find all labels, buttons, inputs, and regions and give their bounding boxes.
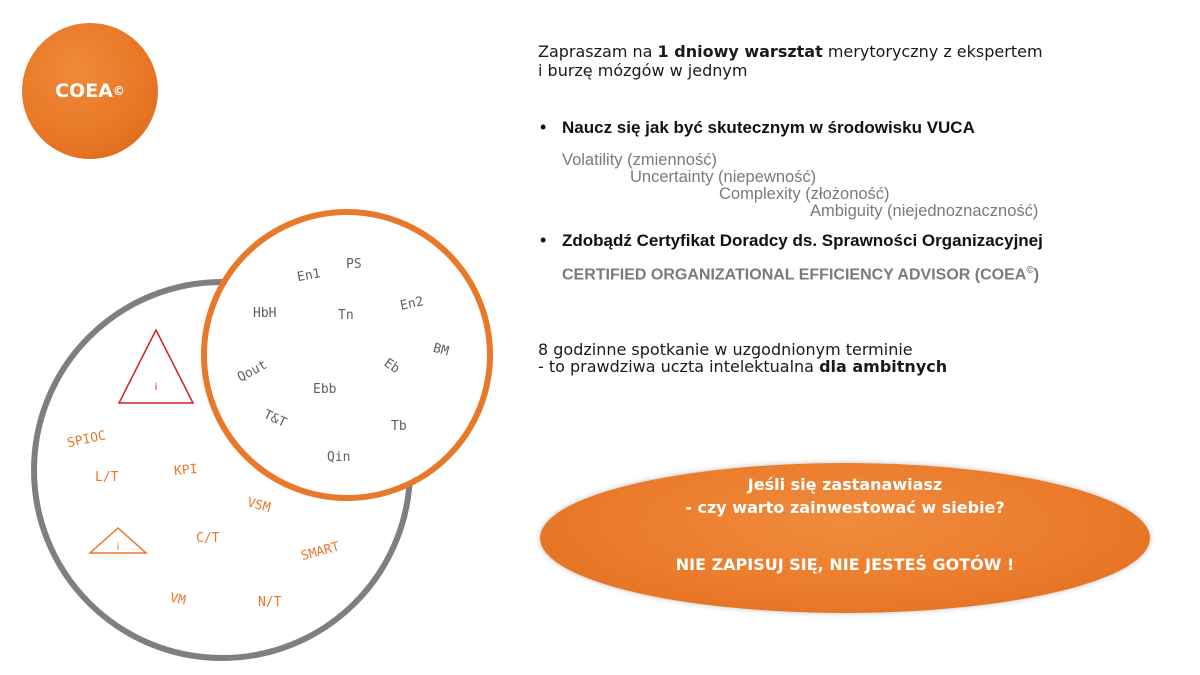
label-hbh: HbH <box>253 306 277 321</box>
label-qout: Qout <box>235 357 270 386</box>
label-qin: Qin <box>327 450 351 465</box>
coea-logo <box>22 23 158 159</box>
cta-line-2: - czy warto zainwestować w siebie? <box>685 498 1005 517</box>
cert-text: CERTIFIED ORGANIZATIONAL EFFICIENCY ADVISOR (COEA <box>562 266 1027 284</box>
cta-line-1: Jeśli się zastanawiasz <box>747 475 943 494</box>
label-tn: Tn <box>338 308 354 323</box>
label-bm: BM <box>431 340 451 360</box>
intro-line-2: i burzę mózgów w jednym <box>538 61 748 80</box>
vuca-uncertainty: Uncertainty (niepewność) <box>630 168 817 186</box>
cta-ellipse <box>540 463 1150 613</box>
intro-pre: Zapraszam na <box>538 42 658 61</box>
label-en2: En2 <box>398 294 425 314</box>
label-ct: C/T <box>196 531 220 546</box>
label-tb: Tb <box>391 419 407 434</box>
vuca-volatility: Volatility (zmienność) <box>562 151 717 169</box>
venn-diagram <box>0 200 520 675</box>
vuca-ambiguity: Ambiguity (niejednoznaczność) <box>810 202 1039 220</box>
label-eb: Eb <box>380 355 403 377</box>
label-vsm: VSM <box>245 495 273 516</box>
intro-bold: 1 dniowy warsztat <box>657 42 823 61</box>
label-ebb: Ebb <box>313 382 337 397</box>
label-tt: T&T <box>261 407 289 431</box>
bullet-dot-2: • <box>540 230 547 250</box>
red-triangle-label: i <box>154 382 158 393</box>
label-spioc: SPIOC <box>66 428 108 452</box>
cert-mark: © <box>1026 265 1034 276</box>
cta-line-3: NIE ZAPISUJ SIĘ, NIE JESTEŚ GOTÓW ! <box>675 555 1015 574</box>
meeting-line-1: 8 godzinne spotkanie w uzgodnionym terminie <box>538 340 913 359</box>
intro-line-1 <box>538 42 1043 61</box>
logo-text: COEA <box>55 80 113 102</box>
meeting-pre: - to prawdziwa uczta intelektualna <box>538 357 820 376</box>
label-en1: En1 <box>295 266 322 286</box>
cert-close: ) <box>1033 266 1040 284</box>
label-nt: N/T <box>258 595 282 610</box>
vuca-complexity: Complexity (złożoność) <box>719 185 890 203</box>
label-ps: PS <box>346 257 362 272</box>
certificate-title <box>562 265 1039 284</box>
label-vm: VM <box>168 590 188 609</box>
meeting-bold: dla ambitnych <box>819 357 948 376</box>
label-kpi: KPI <box>173 462 199 480</box>
logo-mark: © <box>112 84 125 98</box>
meeting-line-2 <box>538 357 947 376</box>
bullet-certificate: Zdobądź Certyfikat Doradcy ds. Sprawności Organizacyjnej <box>562 231 1043 250</box>
label-lt: L/T <box>95 470 119 485</box>
label-smart: SMART <box>299 539 342 565</box>
bullet-dot-1: • <box>540 117 547 137</box>
orange-triangle-label: i <box>116 542 120 553</box>
bullet-vuca: Naucz się jak być skutecznym w środowisku VUCA <box>562 118 975 137</box>
intro-post: merytoryczny z ekspertem <box>822 42 1043 61</box>
